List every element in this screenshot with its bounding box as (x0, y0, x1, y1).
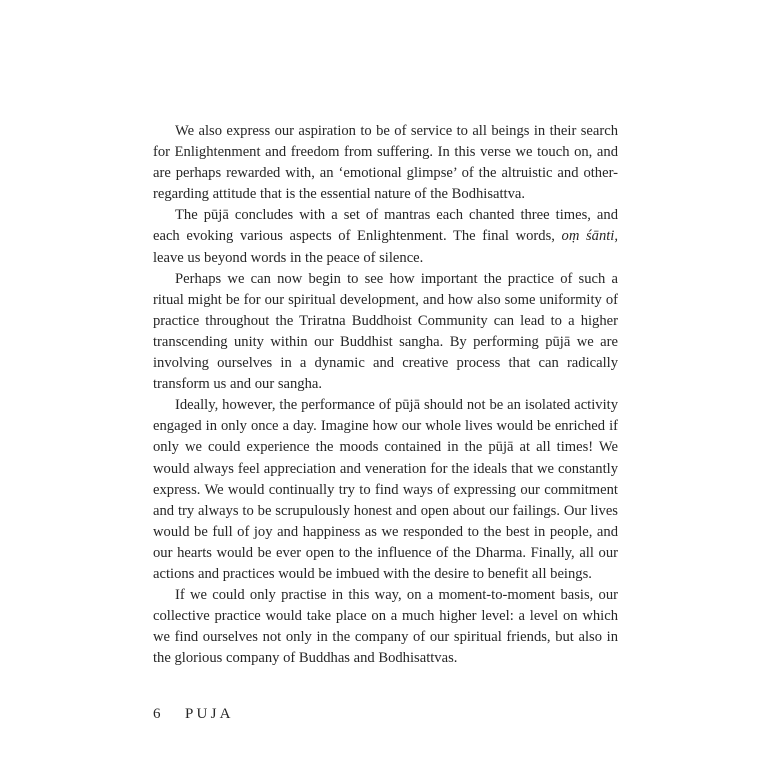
paragraph-practise: If we could only practise in this way, on a moment-to-moment basis, our collective practice would take place on a much higher level: a level on which we find ourselves not only in the company of our spiritual friends, but also in the glorious company of Buddhas and Bodhisattvas. (153, 587, 618, 667)
paragraph-mantras-after: leave us beyond words in the peace of silence. (153, 249, 424, 266)
mantra-words: oṃ śānti, (561, 228, 619, 245)
paragraph-aspiration: We also express our aspiration to be of service to all beings in their search for Enlightenment and freedom from suffering. In this verse we touch on, and are perhaps rewarded with, an ‘emotional glimpse’ of the altruistic and other-regarding attitude that is the essential nature of the Bodhisattva. (153, 123, 618, 203)
paragraph-mantras-before: The pūjā concludes with a set of mantras each chanted three times, and each evoking various aspects of Enlightenment. The final words, (153, 207, 618, 245)
paragraph-mantras (153, 205, 618, 268)
running-head: PUJA (185, 706, 234, 722)
paragraph-ritual-importance: Perhaps we can now begin to see how important the practice of such a ritual might be for our spiritual development, and how also some uniformity of practice throughout the Triratna Buddhoist Community can lead to a higher transcending unity within our Buddhist sangha. By performing pūjā we are involving ourselves in a dynamic and creative process that can radically transform us and our sangha. (153, 270, 618, 393)
page-number: 6 (153, 706, 161, 722)
paragraph-ideally: Ideally, however, the performance of pūjā should not be an isolated activity engaged in only once a day. Imagine how our whole lives would be enriched if only we could experience the moods contained in the pūjā at all times! We would always feel appreciation and veneration for the ideals that we constantly express. We would continually try to find ways of expressing our commitment and try always to be scrupulously honest and open about our failings. Our lives would be full of joy and happiness as we responded to the best in people, and our hearts would be ever open to the influence of the Dharma. Finally, all our actions and practices would be imbued with the desire to benefit all beings. (153, 397, 618, 582)
body-text (153, 121, 618, 669)
page-footer (153, 706, 234, 723)
